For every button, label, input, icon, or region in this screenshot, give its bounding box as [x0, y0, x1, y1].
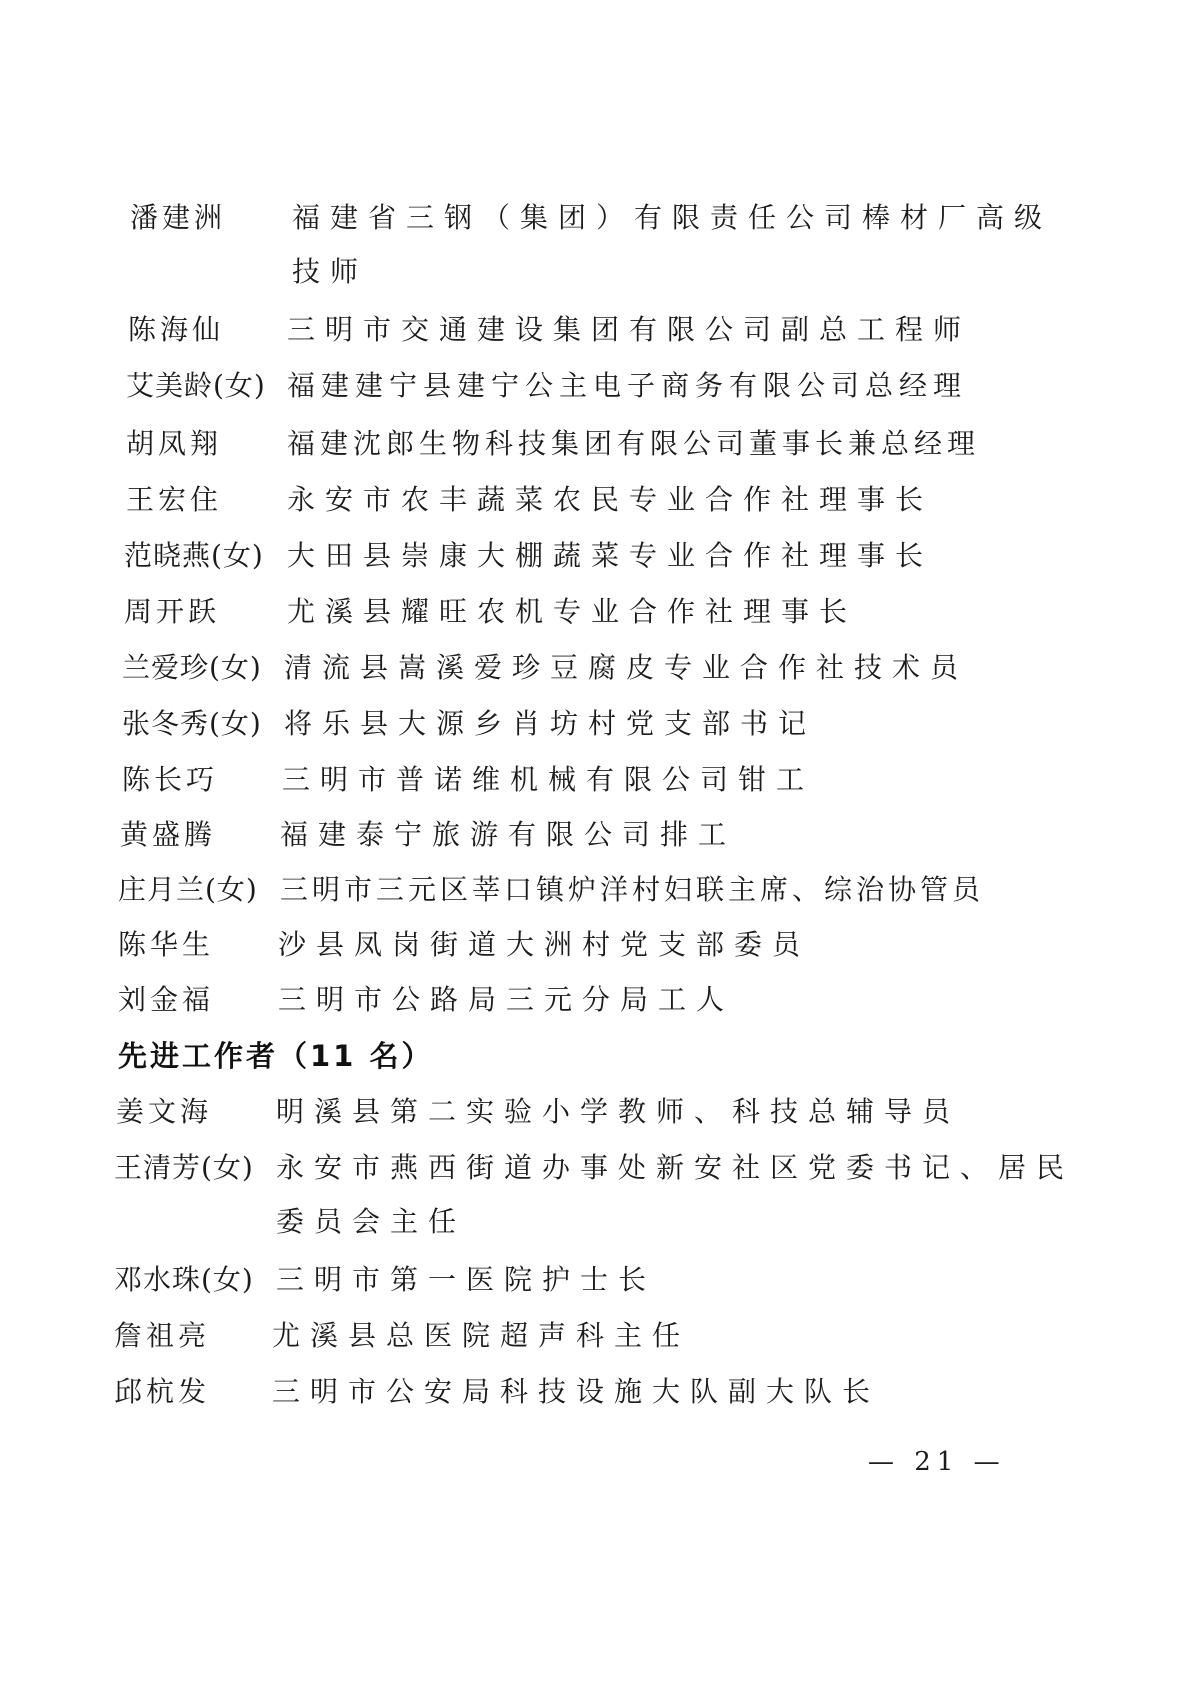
person-name: 姜文海: [116, 1095, 213, 1128]
list-item: [0, 870, 1199, 930]
person-title: 尤溪县总医院超声科主任: [272, 1319, 691, 1352]
person-name: 庄月兰(女): [118, 873, 258, 906]
person-name: 艾美龄(女): [126, 369, 266, 402]
person-title: 福建省三钢（集团）有限责任公司棒材厂高级: [292, 201, 1053, 234]
person-name: 王清芳(女): [114, 1151, 254, 1184]
person-title: 三明市三元区莘口镇炉洋村妇联主席、综治协管员: [280, 873, 985, 906]
person-title: 永安市农丰蔬菜农民专业合作社理事长: [287, 483, 934, 516]
person-title: 三明市第一医院护士长: [276, 1263, 657, 1296]
person-name: 刘金福: [118, 983, 215, 1016]
person-title: 明溪县第二实验小学教师、科技总辅导员: [276, 1095, 961, 1128]
list-item: [0, 1148, 1199, 1238]
person-title: 清流县嵩溪爱珍豆腐皮专业合作社技术员: [284, 651, 969, 684]
person-title: 沙县凤岗街道大洲村党支部委员: [278, 928, 811, 961]
list-item: [0, 592, 1199, 652]
list-item: [0, 1260, 1199, 1320]
person-title: 三明市公安局科技设施大队副大队长: [272, 1375, 881, 1408]
person-name: 陈华生: [118, 928, 215, 961]
list-item: [0, 704, 1199, 764]
person-name: 王宏住: [126, 483, 223, 516]
person-title: 尤溪县耀旺农机专业合作社理事长: [287, 595, 858, 628]
person-name: 邱杭发: [114, 1375, 211, 1408]
person-title-continued: 技师: [292, 255, 369, 288]
person-name: 兰爱珍(女): [122, 651, 262, 684]
list-item: [0, 198, 1199, 288]
person-name: 胡凤翔: [126, 427, 223, 460]
list-item: [0, 310, 1199, 370]
person-title: 永安市燕西街道办事处新安社区党委书记、居民: [276, 1151, 1075, 1184]
list-item: [0, 760, 1199, 820]
person-name: 詹祖亮: [114, 1319, 211, 1352]
person-title: 福建泰宁旅游有限公司排工: [280, 818, 737, 851]
person-name: 陈海仙: [128, 313, 225, 346]
list-item: [0, 925, 1199, 985]
list-item: [0, 980, 1199, 1040]
person-title: 福建沈郎生物科技集团有限公司董事长兼总经理: [287, 427, 981, 460]
list-item: [0, 1092, 1199, 1152]
page-number: — 21 —: [868, 1447, 1006, 1477]
person-title: 将乐县大源乡肖坊村党支部书记: [284, 707, 817, 740]
list-item: [0, 424, 1199, 484]
list-item: [0, 648, 1199, 708]
person-name: 潘建洲: [130, 201, 227, 234]
list-item: [0, 1316, 1199, 1376]
person-title-continued: 委员会主任: [276, 1205, 467, 1238]
person-title: 福建建宁县建宁公主电子商务有限公司总经理: [287, 369, 968, 402]
person-name: 张冬秀(女): [122, 707, 262, 740]
list-item: [0, 815, 1199, 875]
person-title: 大田县崇康大棚蔬菜专业合作社理事长: [287, 539, 934, 572]
person-name: 周开跃: [124, 595, 221, 628]
list-item: [0, 480, 1199, 540]
person-name: 黄盛腾: [120, 818, 217, 851]
person-title: 三明市交通建设集团有限公司副总工程师: [287, 313, 972, 346]
person-name: 邓水珠(女): [114, 1263, 254, 1296]
person-title: 三明市公路局三元分局工人: [278, 983, 735, 1016]
list-item: [0, 536, 1199, 596]
section-heading: 先进工作者（11 名）: [118, 1039, 434, 1073]
list-item: [0, 1372, 1199, 1432]
list-item: [0, 366, 1199, 426]
person-name: 陈长巧: [122, 763, 219, 796]
person-title: 三明市普诺维机械有限公司钳工: [282, 763, 815, 796]
person-name: 范晓燕(女): [124, 539, 264, 572]
